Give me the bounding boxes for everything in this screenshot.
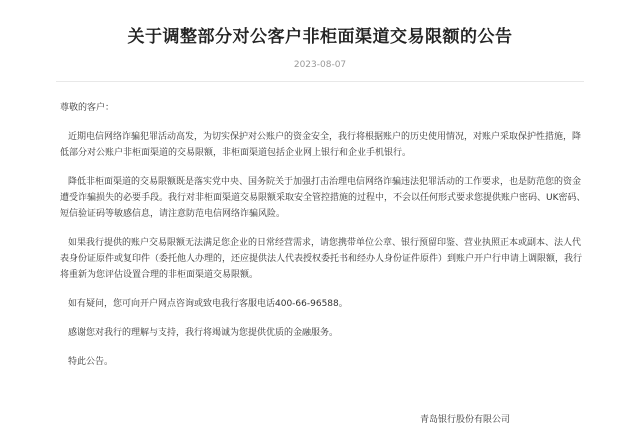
paragraph-4: 如有疑问，您可向开户网点咨询或致电我行客服电话400-66-96588。 <box>68 299 348 309</box>
notice-body <box>60 100 588 383</box>
paragraph-1: 近期电信网络诈骗犯罪活动高发，为切实保护对公账户的资金安全，我行将根据账户的历史使用情况，对账户采取保护性措施，降低部分对公账户非柜面渠道的交易限额，非柜面渠道包括企业网上银行和企业手机银行。 <box>60 132 582 158</box>
paragraph-5: 感谢您对我行的理解与支持，我行将竭诚为您提供优质的金融服务。 <box>68 328 339 338</box>
publish-date: 2023-08-07 <box>293 60 347 70</box>
title-divider <box>56 81 584 82</box>
notice-title: 关于调整部分对公客户非柜面渠道交易限额的公告 <box>127 27 513 47</box>
salutation: 尊敬的客户： <box>60 103 115 113</box>
signature: 青岛银行股份有限公司 <box>420 415 511 425</box>
paragraph-3: 如果我行提供的账户交易限额无法满足您企业的日常经营需求，请您携带单位公章、银行预留印鉴、营业执照正本或副本、法人代表身份证原件或复印件（委托他人办理的，还应提供法人代表授权委托书和经办人身份证件原件）到账户开户行申请上调限额，我行将重新为您评估设置合理的非柜面渠道交易限额。 <box>60 238 583 280</box>
paragraph-2: 降低非柜面渠道的交易限额既是落实党中央、国务院关于加强打击治理电信网络诈骗违法犯罪活动的工作要求，也是防范您的资金遭受诈骗损失的必要手段。我行对非柜面渠道交易限额采取安全管控措施的过程中，不会以任何形式要求您提供账户密码、UK密码、短信验证码等敏感信息，请注意防范电信网络诈骗风险。 <box>60 177 586 219</box>
paragraph-6: 特此公告。 <box>68 357 114 367</box>
